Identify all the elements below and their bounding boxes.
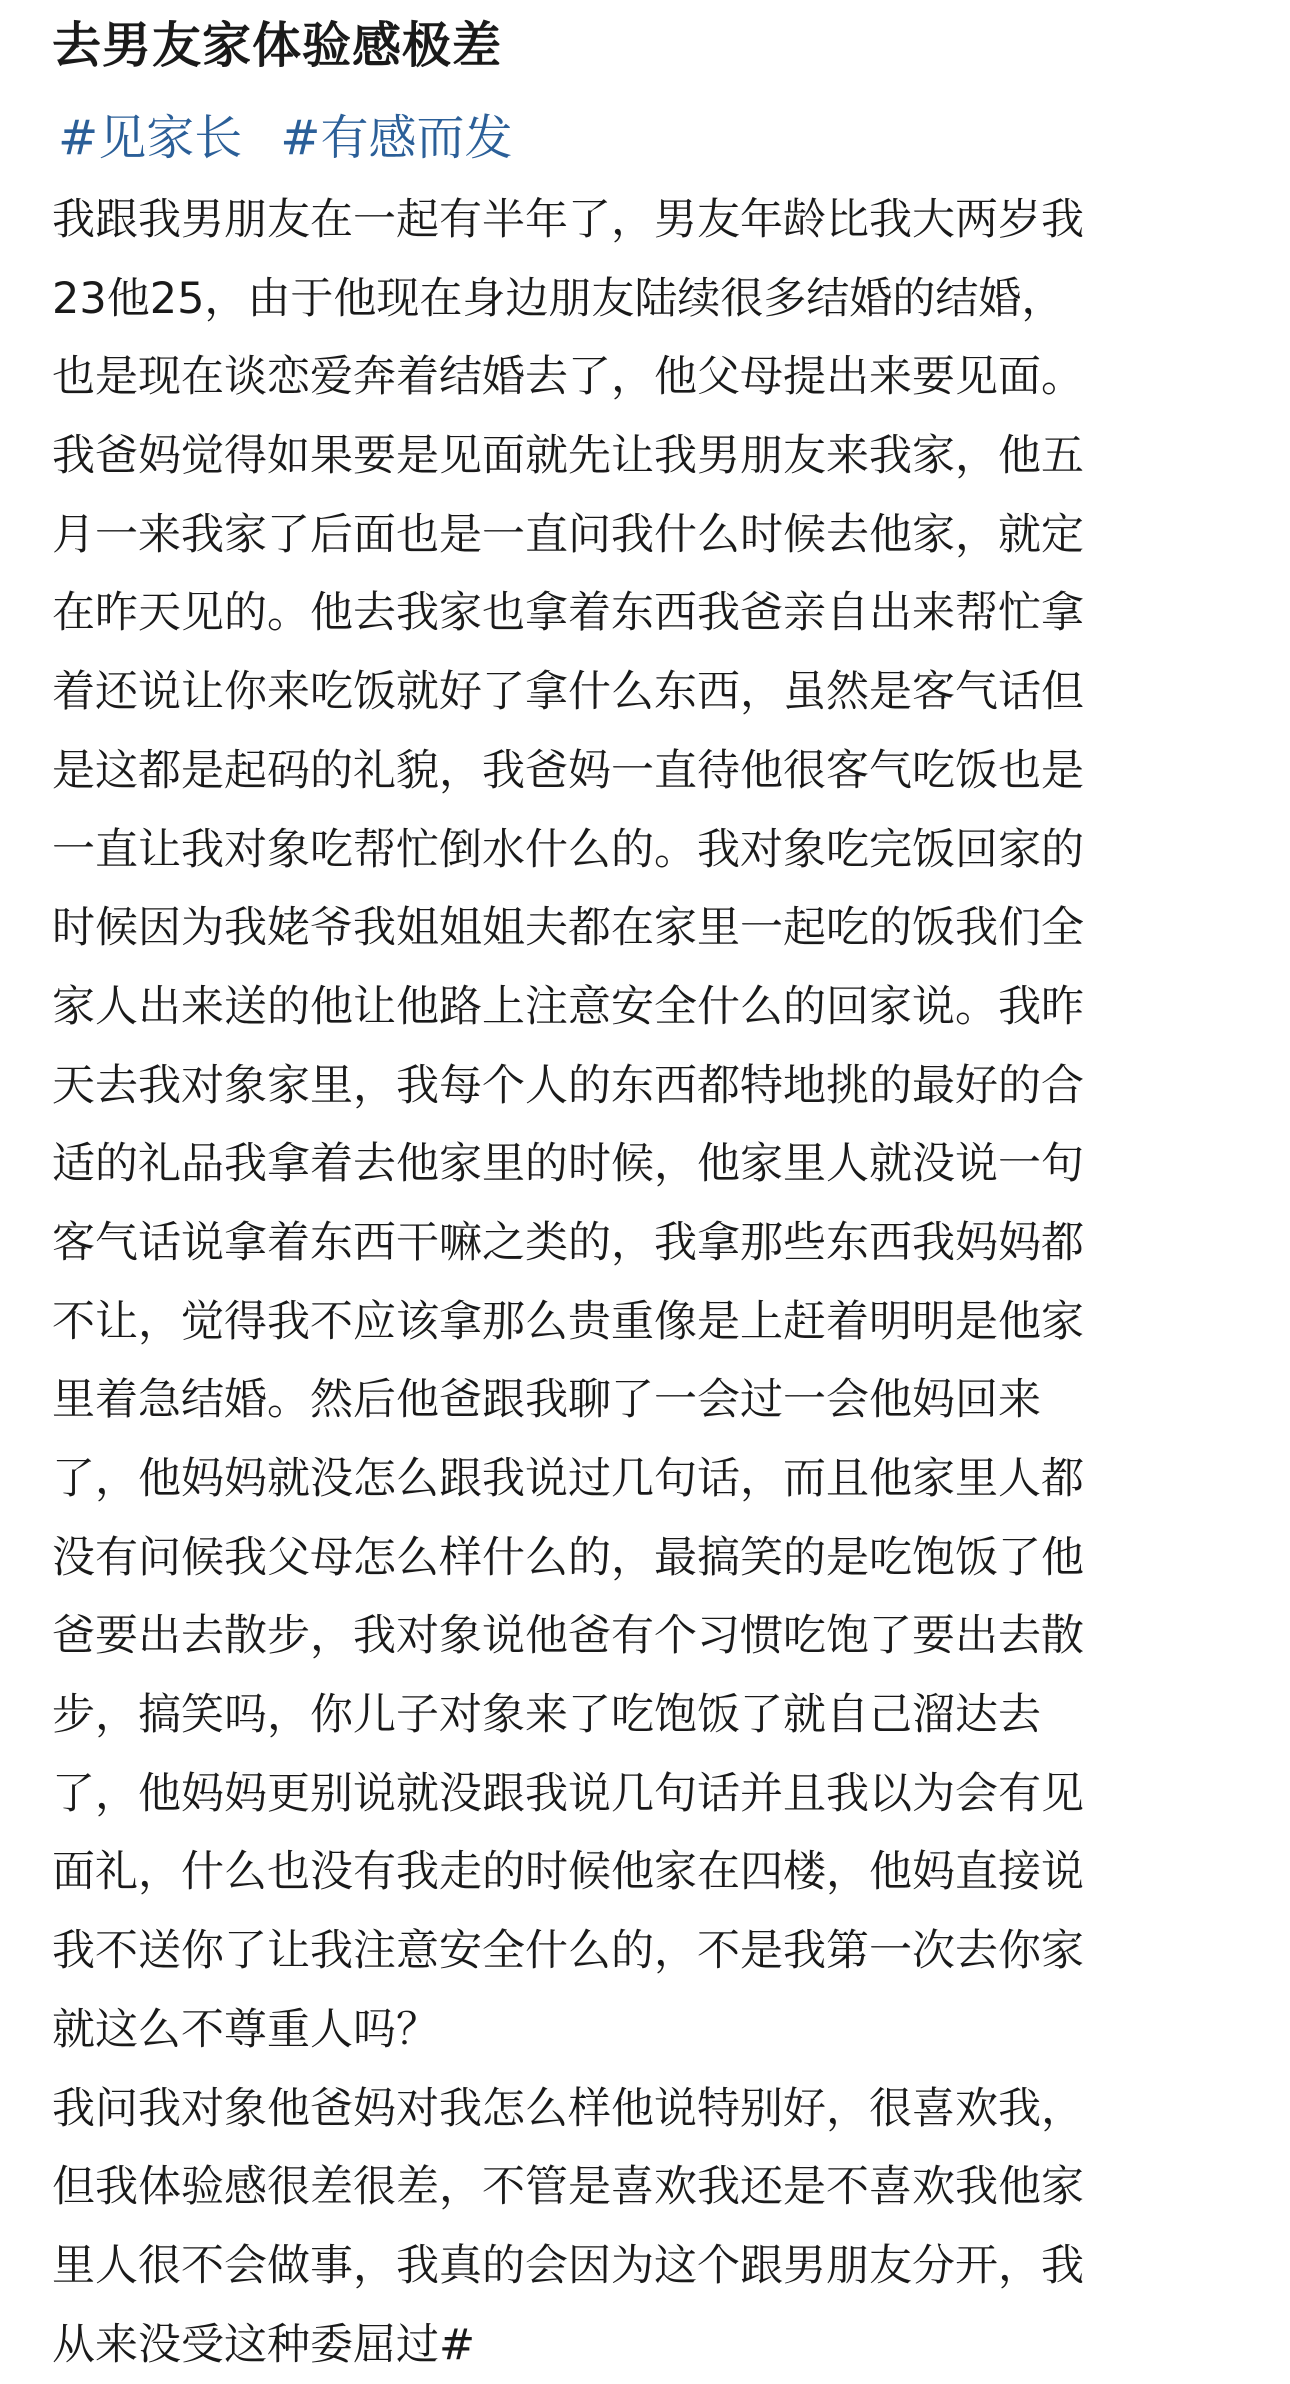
- body-line: 月一来我家了后面也是一直问我什么时候去他家，就定: [52, 509, 1084, 560]
- body-line: 不让，觉得我不应该拿那么贵重像是上赶着明明是他家: [52, 1296, 1084, 1347]
- body-line: 里着急结婚。然后他爸跟我聊了一会过一会他妈回来: [52, 1375, 1041, 1426]
- body-line: 着还说让你来吃饭就好了拿什么东西，虽然是客气话但: [52, 667, 1084, 718]
- body-line: 我问我对象他爸妈对我怎么样他说特别好，很喜欢我，: [52, 2083, 1084, 2134]
- body-line: 适的礼品我拿着去他家里的时候，他家里人就没说一句: [52, 1139, 1084, 1190]
- body-line: 天去我对象家里，我每个人的东西都特地挑的最好的合: [52, 1060, 1084, 1111]
- body-line: 在昨天见的。他去我家也拿着东西我爸亲自出来帮忙拿: [52, 588, 1084, 639]
- tag-meet-parents[interactable]: #见家长: [58, 110, 243, 166]
- post-body: [52, 181, 1242, 2384]
- body-line: 面礼，什么也没有我走的时候他家在四楼，他妈直接说: [52, 1847, 1084, 1898]
- body-line: 没有问候我父母怎么样什么的，最搞笑的是吃饱饭了他: [52, 1532, 1084, 1583]
- body-line: 从来没受这种委屈过#: [52, 2319, 476, 2370]
- body-line: 我爸妈觉得如果要是见面就先让我男朋友来我家，他五: [52, 431, 1084, 482]
- body-line: 我不送你了让我注意安全什么的，不是我第一次去你家: [52, 1926, 1084, 1977]
- body-line: 23他25，由于他现在身边朋友陆续很多结婚的结婚，: [52, 273, 1065, 324]
- body-line: 客气话说拿着东西干嘛之类的，我拿那些东西我妈妈都: [52, 1217, 1084, 1268]
- body-line: 也是现在谈恋爱奔着结婚去了，他父母提出来要见面。: [52, 352, 1084, 403]
- body-line: 爸要出去散步，我对象说他爸有个习惯吃饱了要出去散: [52, 1611, 1084, 1662]
- body-line: 是这都是起码的礼貌，我爸妈一直待他很客气吃饭也是: [52, 745, 1084, 796]
- post: [52, 0, 1242, 2370]
- body-line: 但我体验感很差很差，不管是喜欢我还是不喜欢我他家: [52, 2162, 1084, 2213]
- post-title: 去男友家体验感极差: [52, 17, 503, 74]
- body-line: 步，搞笑吗，你儿子对象来了吃饱饭了就自己溜达去: [52, 1690, 1041, 1741]
- body-line: 我跟我男朋友在一起有半年了，男友年龄比我大两岁我: [52, 195, 1084, 245]
- body-line: 里人很不会做事，我真的会因为这个跟男朋友分开，我: [52, 2240, 1084, 2291]
- body-line: 时候因为我姥爷我姐姐姐夫都在家里一起吃的饭我们全: [52, 903, 1084, 954]
- body-line: 一直让我对象吃帮忙倒水什么的。我对象吃完饭回家的: [52, 824, 1084, 875]
- body-line: 了，他妈妈更别说就没跟我说几句话并且我以为会有见: [52, 1768, 1084, 1819]
- tag-feelings[interactable]: #有感而发: [280, 110, 513, 166]
- tag-list: [58, 106, 550, 170]
- body-line: 就这么不尊重人吗？: [52, 2004, 439, 2055]
- body-line: 了，他妈妈就没怎么跟我说过几句话，而且他家里人都: [52, 1454, 1084, 1504]
- body-line: 家人出来送的他让他路上注意安全什么的回家说。我昨: [52, 981, 1084, 1032]
